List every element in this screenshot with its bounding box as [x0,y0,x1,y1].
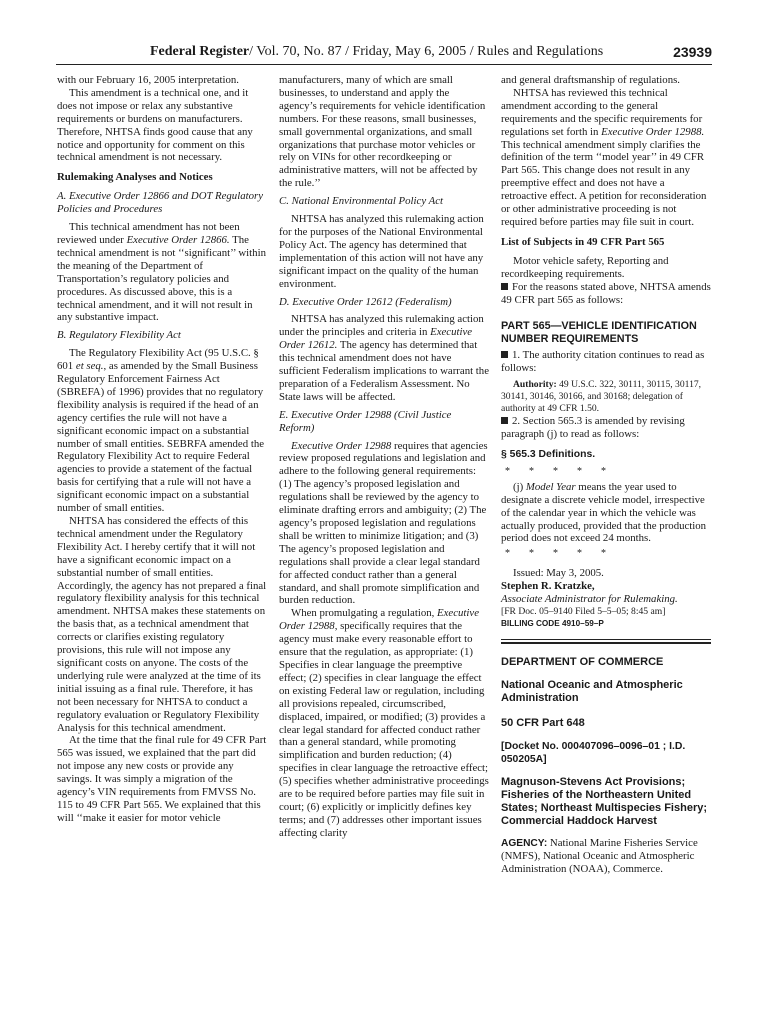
omission-stars: * * * * * [505,548,606,560]
billing-code: BILLING CODE 4910–59–P [501,619,604,628]
subsection-heading: D. Executive Order 12612 (Federalism) [279,295,452,308]
divider [501,639,711,640]
rule-title: Magnuson-Stevens Act Provisions; Fisheries of the Northeastern United States; Northeast Multispecies Fishery; Commercial Haddock Harvest [501,775,708,828]
amendatory-instruction: For the reasons stated above, NHTSA amends 49 CFR part 565 as follows: [501,280,711,306]
paragraph: with our February 16, 2005 interpretation. [57,74,240,86]
fr-doc: [FR Doc. 05–9140 Filed 5–5–05; 8:45 am] [501,606,666,617]
paragraph: (j) Model Year means the year used to designate a discrete vehicle model, irrespective of the calendar year in which the vehicle was actually produced, provided that the production period does not exceed 24 months. [501,480,707,545]
column-1 [57,74,267,825]
subsection-heading: C. National Environmental Policy Act [279,195,444,208]
amendatory-instruction: 2. Section 565.3 is amended by revising paragraph (j) to read as follows: [501,415,685,441]
amendatory-instruction: 1. The authority citation continues to read as follows: [501,349,705,375]
bullet-square-icon [501,283,508,290]
subsection-heading: E. Executive Order 12988 (Civil Justice Reform) [279,408,452,434]
department-heading: DEPARTMENT OF COMMERCE [501,655,664,668]
running-header [56,38,712,65]
omission-stars: * * * * * [505,465,606,477]
signer-title: Associate Administrator for Rulemaking. [501,593,678,606]
part-heading: PART 565—VEHICLE IDENTIFICATION NUMBER REQUIREMENTS [501,320,697,345]
paragraph: When promulgating a regulation, Executive Order 12988, specifically requires that the agency must make every reasonable effort to ensure that the regulation, as appropriate: (1) Specifies in clear language the preemptive effect; (2) specifies in clear language the effect on existing Federal law or regulation, including all provisions repealed, circumscribed, displaced, impaired, or modified; (3) provides a clear legal standard for affected conduct rather than a general standard, while promoting simplification and burden reduction; (4) specifies in clear language the retroactive effect; (5) specifies whether administrative proceedings are to be required before parties may file suit in court; (6) explicitly or implicitly defines key terms; and (7) addresses other important issues affecting clarity [279,607,489,839]
paragraph: This technical amendment has not been reviewed under Executive Order 12866. The technical amendment is not ‘‘significant’’ within the meaning of the Department of Transportation’s regulatory policies and procedures. As discussed above, this is a technical amendment, and it will not result in any substantive impact. [57,221,266,324]
subsection-heading: A. Executive Order 12866 and DOT Regulatory Policies and Procedures [57,190,263,216]
paragraph: NHTSA has analyzed this rulemaking action under the principles and criteria in Executive Order 12612. The agency has determined that this technical amendment does not have sufficient Federalism implications to warrant the preparation of a Federalism Assessment. No State laws will be affected. [279,313,489,403]
signer-name: Stephen R. Kratzke, [501,580,595,593]
paragraph: Executive Order 12988 requires that agencies review proposed regulations and legislation and adhere to the following general requirements: (1) The agency’s proposed legislation and regulations shall be reviewed by the agency to eliminate drafting errors and ambiguity; (2) The agency’s proposed legislation and regulations shall be written to minimize litigation; and (3) The agency’s proposed legislation and regulations shall provide a clear legal standard for affected conduct rather than a general standard, and shall promote simplification and burden reduction. [279,439,488,607]
paragraph: NHTSA has considered the effects of this technical amendment under the Regulatory Flexibility Act. I hereby certify that it will not have a significant economic impact on a substantial number of small entities. Accordingly, the agency has not prepared a final regulatory flexibility analysis for this technical amendment. NHTSA makes these statements on the basis that, as a technical amendment that corrects or clarifies existing regulatory provisions, this rule will not impose any significant costs on anyone. The costs of the underlying rule were analyzed at the time of its initial issuing as a final rule. Therefore, it has not been necessary for NHTSA to conduct a regulatory evaluation or Regulatory Flexibility Analysis for this technical amendment. [57,515,267,734]
docket-number: [Docket No. 000407096–0096–01 ; I.D. 050205A] [501,740,686,765]
issued-date: Issued: May 3, 2005. [513,567,604,580]
column-3 [501,74,711,876]
paragraph: NHTSA has reviewed this technical amendment according to the general requirements and the specific requirements for regulations set forth in Executive Order 12988. This technical amendment simply clarifies the definition of the term ‘‘model year’’ in 49 CFR Part 565. This change does not result in any preemptive effect and does not have a retroactive effect. A petition for reconsideration or other administrative proceeding is not required before parties may file suit in court. [501,86,707,228]
column-2 [279,74,489,840]
paragraph: Motor vehicle safety, Reporting and recordkeeping requirements. [501,254,669,280]
paragraph: manufacturers, many of which are small businesses, to understand and apply the agency’s requirements for vehicle identification numbers. For these reasons, small businesses, small governmental organizations, and small organizations that purchase motor vehicles or rely on VINs for other recordkeeping or administrative matters, will not be affected by the rule.’’ [279,74,486,190]
subsection-heading: B. Regulatory Flexibility Act [57,329,181,342]
paragraph: At the time that the final rule for 49 CFR Part 565 was issued, we explained that the part did not impose any new costs or provide any savings. It was simply a migration of the agency’s VIN requirements from FMVSS No. 115 to 49 CFR Part 565. We explained that this will ‘‘make it easier for motor vehicle [57,734,267,824]
agency-line: AGENCY: National Marine Fisheries Service (NMFS), National Oceanic and Atmospheric Administration (NOAA), Commerce. [501,836,698,876]
page-number: 23939 [673,44,712,60]
publication-name: Federal Register [150,44,250,59]
agency-heading: National Oceanic and Atmospheric Administration [501,678,683,704]
divider [501,642,711,644]
issue-details: / Vol. 70, No. 87 / Friday, May 6, 2005 / Rules and Regulations [249,44,604,59]
paragraph: NHTSA has analyzed this rulemaking action for the purposes of the National Environmental Policy Act. The agency has determined that implementation of this action will not have any significant impact on the quality of the human environment. [279,213,484,290]
cfr-part: 50 CFR Part 648 [501,716,585,729]
section-heading: List of Subjects in 49 CFR Part 565 [501,235,665,248]
paragraph: The Regulatory Flexibility Act (95 U.S.C. § 601 et seq., as amended by the Small Business Regulatory Enforcement Fairness Act (SBREFA) of 1996) provides that no regulatory flexibility analysis is required if the head of an agency certifies the rule will not have a significant economic impact on a substantial number of small entities. SEBRFA amended the Regulatory Flexibility Act to require Federal agencies to provide a statement of the factual basis for certifying that a rule will not have a significant economic impact on a substantial number of small entities. [57,347,265,515]
section-heading: § 565.3 Definitions. [501,449,596,461]
bullet-square-icon [501,351,508,358]
section-heading: Rulemaking Analyses and Notices [57,171,213,184]
paragraph: This amendment is a technical one, and it does not impose or relax any substantive requirements or burdens on manufacturers. Therefore, NHTSA finds good cause that any notice and opportunity for comment on this technical amendment is not necessary. [57,86,253,164]
authority-citation: Authority: 49 U.S.C. 322, 30111, 30115, 30117, 30141, 30146, 30166, and 30168; delegation of authority at 49 CFR 1.50. [501,379,702,415]
header-citation [56,44,603,64]
paragraph: and general draftsmanship of regulations. [501,74,680,86]
bullet-square-icon [501,417,508,424]
